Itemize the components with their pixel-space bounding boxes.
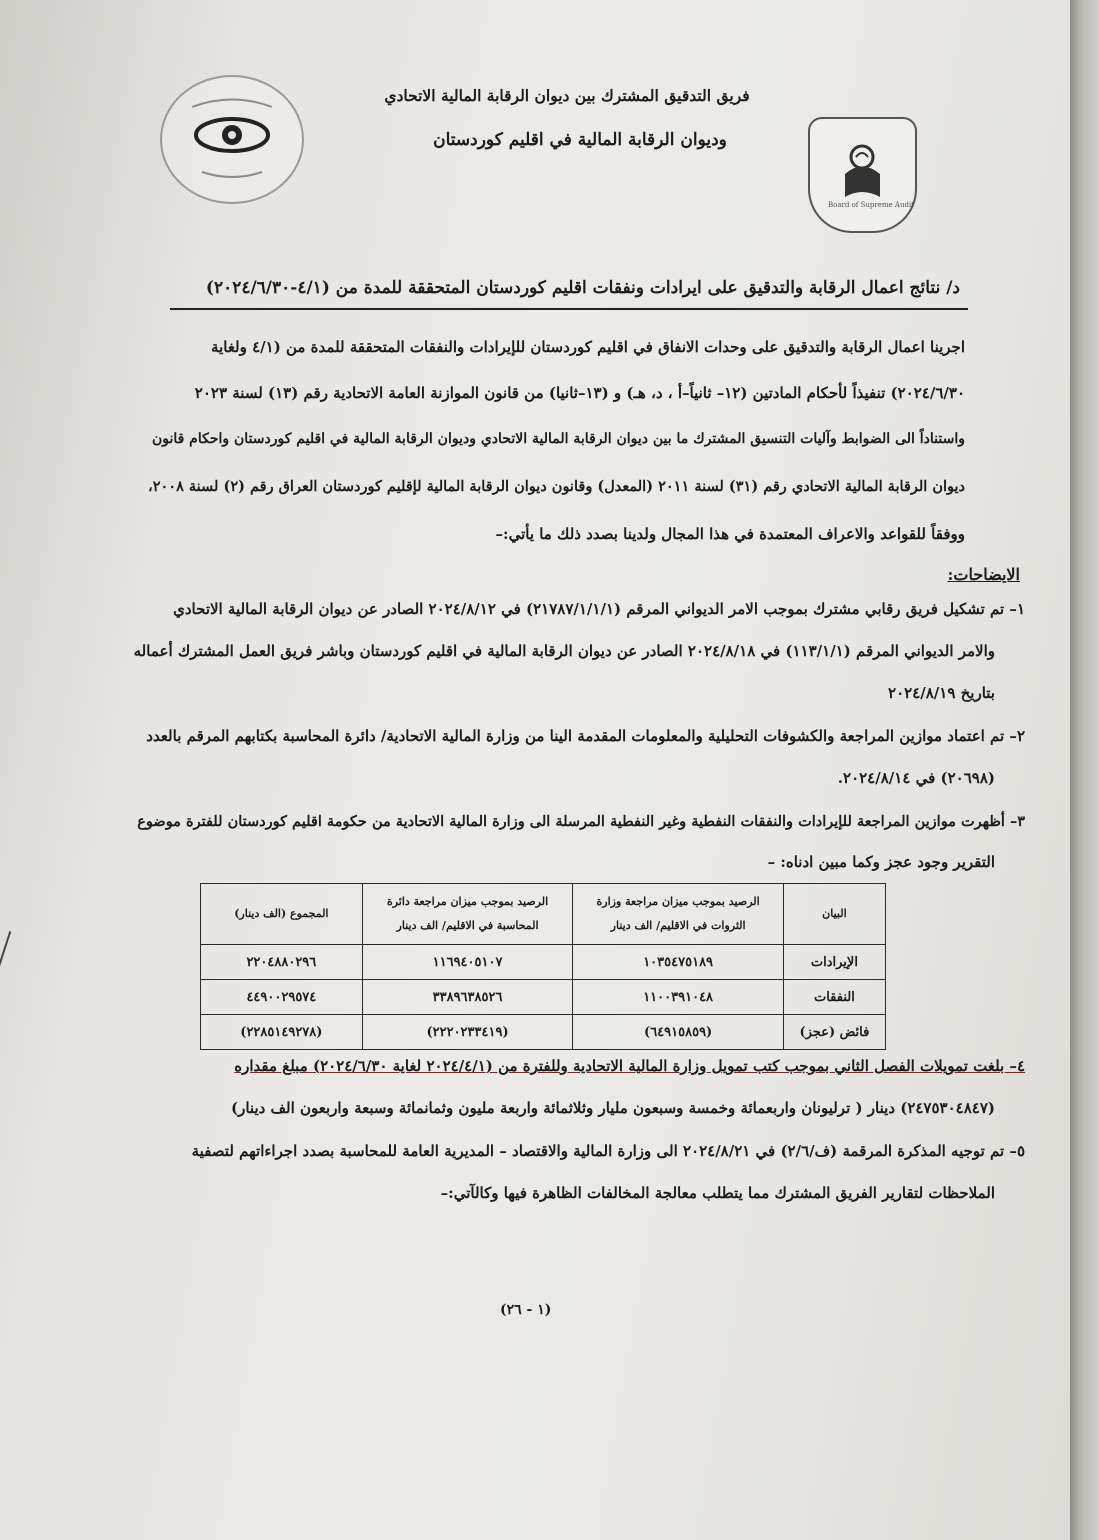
intro-line: واستناداً الى الضوابط وآليات التنسيق المشترك ما بين ديوان الرقابة المالية الاتحادي وديوان الرقابة المالية في اقليم كوردستان واحكام قانون <box>151 431 965 447</box>
cell-value: ١١٠٠٣٩١٠٤٨ <box>573 980 783 1015</box>
col-header-total: المجموع (الف دينار) <box>201 884 363 945</box>
cell-value: ١٠٣٥٤٧٥١٨٩ <box>573 945 783 980</box>
item-line: ٢– تم اعتماد موازين المراجعة والكشوفات التحليلية والمعلومات المقدمة الينا من وزارة المالية الاتحادية/ دائرة المحاسبة بكتابهم المرقم بالعدد <box>146 727 1025 745</box>
item-4 <box>110 1057 1025 1132</box>
table-row <box>201 980 886 1015</box>
item-line: ١– تم تشكيل فريق رقابي مشترك بموجب الامر الديواني المرقم (٢١٧٨٧/١/١/١) في ٢٠٢٤/٨/١٢ الصادر عن ديوان الرقابة المالية الاتحادي <box>173 600 1025 618</box>
col-header-resources-ministry: الرصيد بموجب ميزان مراجعة وزارة الثروات في الاقليم/ الف دينار <box>573 884 783 945</box>
item-line: ٤– بلغت تمويلات الفصل الثاني بموجب كتب تمويل وزارة المالية الاتحادية وللفترة من (٢٠٢٤/٤/١ لغاية ٢٠٢٤/٦/٣٠) مبلغ مقداره <box>234 1057 1025 1075</box>
board-of-supreme-audit-seal <box>808 117 917 233</box>
row-label: الإيرادات <box>783 945 885 980</box>
item-line: التقرير وجود عجز وكما مبين ادناه: – <box>767 853 995 871</box>
cell-value: ٢٢٠٤٨٨٠٢٩٦ <box>201 945 363 980</box>
col-header-accounting-dept: الرصيد بموجب ميزان مراجعة دائرة المحاسبة في الاقليم/ الف دينار <box>362 884 573 945</box>
row-label: النفقات <box>783 980 885 1015</box>
cell-value: (٢٢٨٥١٤٩٢٧٨) <box>201 1015 363 1050</box>
table-row <box>201 1015 886 1050</box>
header-line-2: وديوان الرقابة المالية في اقليم كوردستان <box>433 130 727 150</box>
table-header-row <box>201 884 886 945</box>
cell-value: ١١٦٩٤٠٥١٠٧ <box>362 945 573 980</box>
col-header-description: البيان <box>783 884 885 945</box>
header-line-1: فريق التدقيق المشترك بين ديوان الرقابة المالية الاتحادي <box>384 86 750 105</box>
table-row <box>201 945 886 980</box>
cell-value: (٦٤٩١٥٨٥٩) <box>573 1015 783 1050</box>
seal-caption: Board of Supreme Audit <box>828 201 914 209</box>
item-line: ٥– تم توجيه المذكرة المرقمة (ف/٢/٦) في ٢٠٢٤/٨/٢١ الى وزارة المالية والاقتصاد – المديرية العامة للمحاسبة بصدد اجراءاتهم لتصفية <box>191 1142 1025 1160</box>
item-2 <box>120 727 1025 797</box>
item-1 <box>120 600 1025 710</box>
intro-line: ديوان الرقابة المالية الاتحادي رقم (٣١) لسنة ٢٠١١ (المعدل) وقانون ديوان الرقابة المالية لإقليم كوردستان العراق رقم (٢) لسنة ٢٠٠٨، <box>148 478 965 495</box>
item-line: الملاحظات لتقارير الفريق المشترك مما يتطلب معالجة المخالفات الظاهرة فيها وكالآتي:– <box>440 1184 995 1202</box>
item-line: ٣– أظهرت موازين المراجعة للإيرادات والنفقات النفطية وغير النفطية المرسلة الى وزارة المالية الاتحادية من حكومة اقليم كوردستان للفترة موضوع <box>137 813 1025 830</box>
item-line: (٢٤٧٥٣٠٤٨٤٧) دينار ( ترليونان واربعمائة وخمسة وسبعون مليار وثلاثمائة واربعة مليون وثمانمائة وسبعة واربعون الف دينار) <box>231 1099 995 1117</box>
intro-line: ٢٠٢٤/٦/٣٠) تنفيذاً لأحكام المادتين (١٢– ثانياً–أ ، د، هـ) و (١٣–ثانيا) من قانون الموازنة العامة الاتحادية رقم (١٣) لسنة ٢٠٢٣ <box>194 384 965 402</box>
item-5 <box>110 1142 1025 1217</box>
row-label: فائض (عجز) <box>783 1015 885 1050</box>
item-3 <box>120 813 1025 883</box>
page-number: (١ - ٢٦) <box>500 1302 552 1318</box>
title-underline <box>170 308 968 310</box>
report-title: د/ نتائج اعمال الرقابة والتدقيق على ايرادات ونفقات اقليم كوردستان المتحققة للمدة من (٤/١-٢٠٢٤/٦/٣٠) <box>205 278 960 298</box>
item-line: بتاريخ ٢٠٢٤/٨/١٩ <box>888 684 995 702</box>
intro-paragraph <box>125 338 965 558</box>
eye-seal-logo <box>160 75 304 204</box>
cell-value: ٣٣٨٩٦٣٨٥٢٦ <box>362 980 573 1015</box>
deficit-table <box>200 883 886 1050</box>
intro-line: ووفقاً للقواعد والاعراف المعتمدة في هذا المجال ولدينا بصدد ذلك ما يأتي:– <box>495 525 965 543</box>
item-line: والامر الديواني المرقم (١١٣/١/١) في ٢٠٢٤/٨/١٨ الصادر عن ديوان الرقابة المالية في اقليم كوردستان وباشر فريق العمل المشترك أعماله <box>133 642 995 660</box>
pen-mark <box>0 931 11 989</box>
cell-value: ٤٤٩٠٠٢٩٥٧٤ <box>201 980 363 1015</box>
item-line: (٢٠٦٩٨) في ٢٠٢٤/٨/١٤. <box>837 769 995 787</box>
page-edge-shadow <box>1070 0 1099 1540</box>
clarifications-heading: الايضاحات: <box>947 565 1020 584</box>
intro-line: اجرينا اعمال الرقابة والتدقيق على وحدات الانفاق في اقليم كوردستان للإيرادات والنفقات المتحققة للمدة من (٤/١ ولغاية <box>211 338 965 356</box>
cell-value: (٢٢٢٠٢٣٣٤١٩) <box>362 1015 573 1050</box>
